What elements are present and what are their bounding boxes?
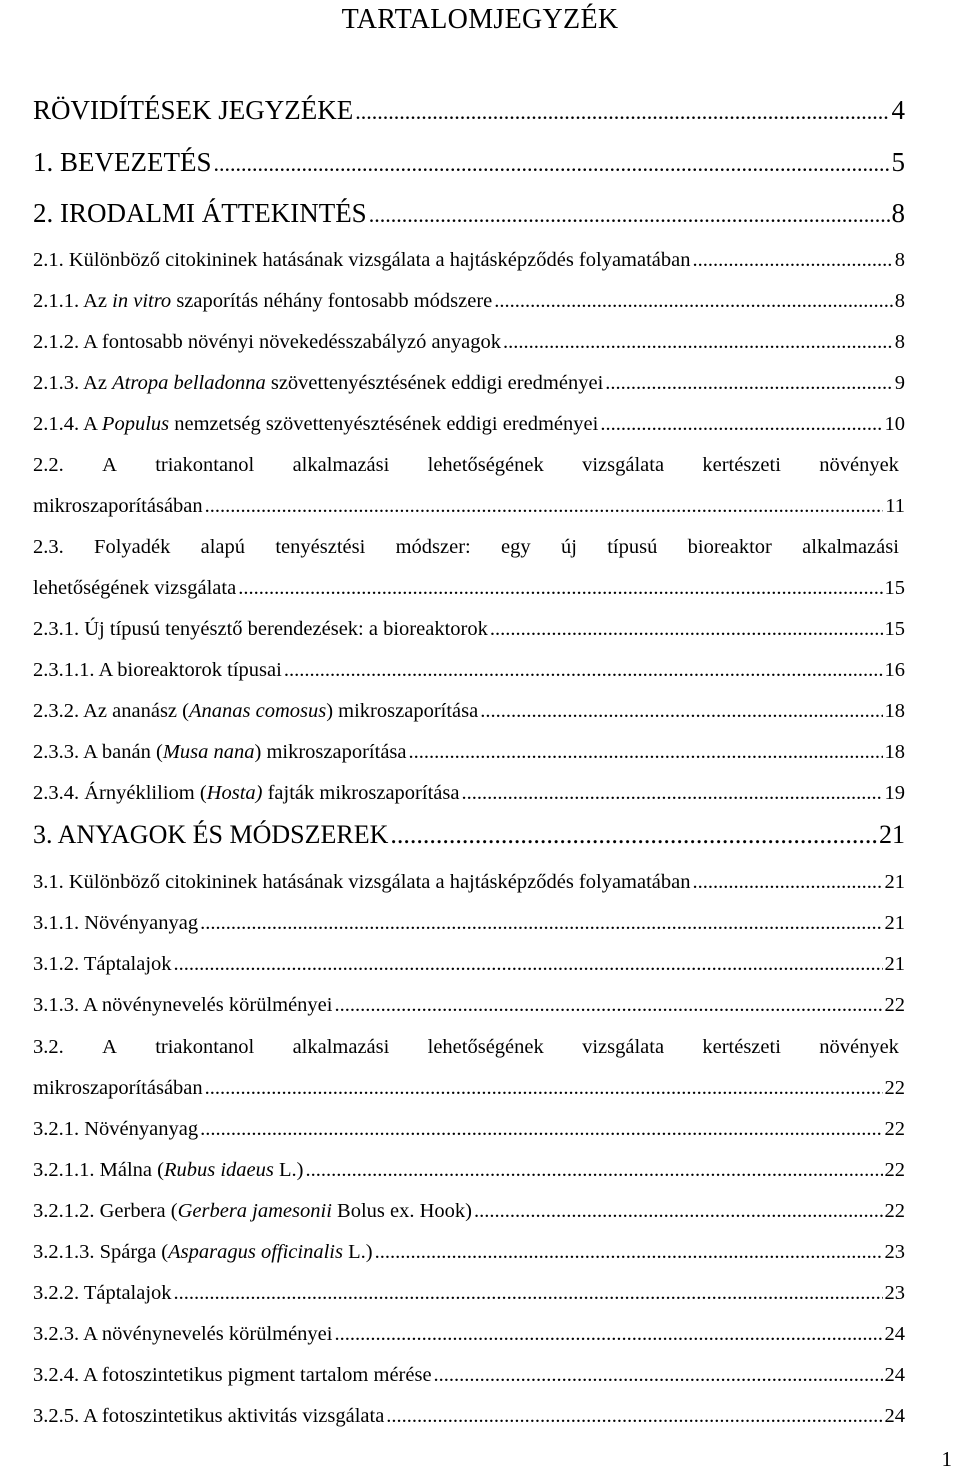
toc-dot-leader — [205, 493, 884, 519]
toc-entry-title: lehetőségének vizsgálata — [33, 577, 237, 599]
toc-entry[interactable] — [33, 370, 905, 400]
toc-entry[interactable] — [33, 1403, 905, 1433]
toc-page-number: 21 — [879, 820, 905, 849]
toc-page-number: 22 — [884, 1077, 905, 1099]
toc-entry[interactable] — [33, 951, 905, 981]
toc-entry-title: 2.3.3. A banán (Musa nana) mikroszaporítása — [33, 741, 407, 763]
toc-dot-leader — [503, 329, 893, 355]
toc-page-number: 10 — [884, 413, 905, 435]
toc-entry[interactable] — [33, 1280, 905, 1310]
toc-page-number: 9 — [894, 372, 905, 394]
page-title: TARTALOMJEGYZÉK — [341, 4, 619, 35]
toc-dot-leader — [409, 739, 883, 765]
toc-dot-leader — [334, 992, 882, 1018]
toc-dot-leader — [494, 288, 892, 314]
toc-entry-title: 2.1.4. A Populus nemzetség szövettenyésztésének eddigi eredményei — [33, 413, 599, 435]
toc-page-number: 22 — [884, 1118, 905, 1140]
toc-page-number: 8 — [894, 331, 905, 353]
toc-entry[interactable] — [33, 575, 905, 605]
toc-page-number: 24 — [884, 1323, 905, 1345]
toc-dot-leader — [200, 1116, 882, 1142]
toc-entry[interactable] — [33, 739, 905, 769]
toc-entry-title: 2.3.1. Új típusú tenyésztő berendezések: a bioreaktorok — [33, 618, 488, 640]
toc-dot-leader — [200, 910, 882, 936]
toc-entry-title: 2.1.3. Az Atropa belladonna szövettenyésztésének eddigi eredményei — [33, 372, 604, 394]
toc-page-number: 21 — [884, 871, 905, 893]
toc-dot-leader — [480, 698, 882, 724]
toc-entry-line[interactable]: 2.3. Folyadék alapú tenyésztési módszer: egy új típusú bioreaktor alkalmazási — [33, 536, 899, 558]
toc-entry-title: 3.1.2. Táptalajok — [33, 953, 172, 975]
toc-entry-title: 2.1. Különböző citokininek hatásának vizsgálata a hajtásképződés folyamatában — [33, 249, 691, 271]
toc-dot-leader — [692, 869, 882, 895]
toc-entry-title: mikroszaporításában — [33, 1077, 203, 1099]
toc-page-number: 8 — [894, 290, 905, 312]
toc-entry[interactable] — [33, 657, 905, 687]
toc-entry[interactable] — [33, 198, 905, 228]
toc-page-number: 23 — [884, 1282, 905, 1304]
toc-entry-title: 3.2.1.2. Gerbera (Gerbera jamesonii Bolus ex. Hook) — [33, 1200, 472, 1222]
toc-dot-leader — [461, 780, 882, 806]
toc-entry-title: 3.1.1. Növényanyag — [33, 912, 199, 934]
toc-dot-leader — [386, 1403, 882, 1429]
toc-dot-leader — [369, 200, 890, 228]
toc-dot-leader — [238, 575, 882, 601]
toc-entry[interactable] — [33, 1321, 905, 1351]
toc-page-number: 21 — [884, 912, 905, 934]
toc-page-number: 15 — [884, 618, 905, 640]
toc-entry-title: 3.2.4. A fotoszintetikus pigment tartalom mérése — [33, 1364, 432, 1386]
toc-page-number: 24 — [884, 1364, 905, 1386]
toc-entry[interactable] — [33, 247, 905, 277]
toc-page-number: 22 — [884, 1200, 905, 1222]
toc-entry[interactable] — [33, 698, 905, 728]
toc-entry-title: 3.1.3. A növénynevelés körülményei — [33, 994, 333, 1016]
toc-entry-title: RÖVIDÍTÉSEK JEGYZÉKE — [33, 95, 354, 125]
toc-page-number: 22 — [884, 994, 905, 1016]
toc-entry[interactable] — [33, 820, 905, 850]
toc-dot-leader — [305, 1157, 882, 1183]
toc-entry[interactable] — [33, 288, 905, 318]
toc-dot-leader — [375, 1239, 883, 1265]
toc-entry[interactable] — [33, 147, 905, 177]
toc-entry-title: 3.2.1.3. Spárga (Asparagus officinalis L.) — [33, 1241, 373, 1263]
toc-dot-leader — [334, 1321, 882, 1347]
toc-entry[interactable] — [33, 616, 905, 646]
toc-dot-leader — [434, 1362, 883, 1388]
toc-entry-line[interactable]: 2.2. A triakontanol alkalmazási lehetőségének vizsgálata kertészeti növények — [33, 454, 899, 476]
toc-entry-title: 3.1. Különböző citokininek hatásának vizsgálata a hajtásképződés folyamatában — [33, 871, 691, 893]
toc-entry[interactable] — [33, 1116, 905, 1146]
toc-entry[interactable] — [33, 869, 905, 899]
toc-entry-title: 3.2.1. Növényanyag — [33, 1118, 199, 1140]
toc-dot-leader — [213, 149, 889, 177]
toc-page-number: 11 — [885, 495, 905, 517]
toc-page-number: 24 — [884, 1405, 905, 1427]
toc-page-number: 19 — [884, 782, 905, 804]
toc-entry-title: 3.2.3. A növénynevelés körülményei — [33, 1323, 333, 1345]
toc-entry-line[interactable]: 3.2. A triakontanol alkalmazási lehetőségének vizsgálata kertészeti növények — [33, 1036, 899, 1058]
toc-entry-title: 2.3.2. Az ananász (Ananas comosus) mikroszaporítása — [33, 700, 479, 722]
toc-entry[interactable] — [33, 992, 905, 1022]
toc-entry-title: 3.2.1.1. Málna (Rubus idaeus L.) — [33, 1159, 304, 1181]
page-number: 1 — [941, 1447, 952, 1471]
toc-dot-leader — [205, 1075, 883, 1101]
toc-entry-title: 1. BEVEZETÉS — [33, 147, 212, 177]
toc-entry[interactable] — [33, 1198, 905, 1228]
toc-entry-title: 2.1.1. Az in vitro szaporítás néhány fontosabb módszere — [33, 290, 493, 312]
toc-dot-leader — [605, 370, 892, 396]
toc-entry[interactable] — [33, 1239, 905, 1269]
toc-entry[interactable] — [33, 1157, 905, 1187]
toc-page-number: 8 — [891, 198, 905, 228]
toc-entry[interactable] — [33, 1362, 905, 1392]
toc-page-number: 4 — [891, 95, 905, 125]
toc-entry[interactable] — [33, 493, 905, 523]
toc-dot-leader — [692, 247, 892, 273]
toc-entry[interactable] — [33, 780, 905, 810]
toc-page-number: 8 — [894, 249, 905, 271]
toc-dot-leader — [600, 411, 882, 437]
toc-dot-leader — [174, 1280, 883, 1306]
toc-entry-title: 2.3.1.1. A bioreaktorok típusai — [33, 659, 282, 681]
toc-dot-leader — [284, 657, 883, 683]
toc-page-number: 15 — [884, 577, 905, 599]
toc-entry-title: mikroszaporításában — [33, 495, 203, 517]
toc-entry[interactable] — [33, 1075, 905, 1105]
toc-dot-leader — [174, 951, 883, 977]
toc-entry[interactable] — [33, 95, 905, 125]
toc-dot-leader — [474, 1198, 883, 1224]
toc-page-number: 5 — [891, 147, 905, 177]
toc-entry[interactable] — [33, 910, 905, 940]
toc-page-number: 23 — [884, 1241, 905, 1263]
toc-entry-title: 2.3.4. Árnyékliliom (Hosta) fajták mikroszaporítása — [33, 782, 460, 804]
toc-page-number: 18 — [884, 700, 905, 722]
toc-dot-leader — [390, 820, 877, 850]
toc-dot-leader — [490, 616, 883, 642]
toc-page-number: 16 — [884, 659, 905, 681]
toc-page-number: 21 — [884, 953, 905, 975]
toc-entry-title: 2. IRODALMI ÁTTEKINTÉS — [33, 198, 367, 228]
toc-entry-title: 2.1.2. A fontosabb növényi növekedésszabályzó anyagok — [33, 331, 501, 353]
toc-page-number: 22 — [884, 1159, 905, 1181]
toc-page-number: 18 — [884, 741, 905, 763]
toc-entry-title: 3. ANYAGOK ÉS MÓDSZEREK — [33, 820, 389, 849]
toc-dot-leader — [355, 97, 889, 125]
toc-entry-title: 3.2.5. A fotoszintetikus aktivitás vizsgálata — [33, 1405, 385, 1427]
toc-entry[interactable] — [33, 411, 905, 441]
toc-entry[interactable] — [33, 329, 905, 359]
toc-entry-title: 3.2.2. Táptalajok — [33, 1282, 172, 1304]
